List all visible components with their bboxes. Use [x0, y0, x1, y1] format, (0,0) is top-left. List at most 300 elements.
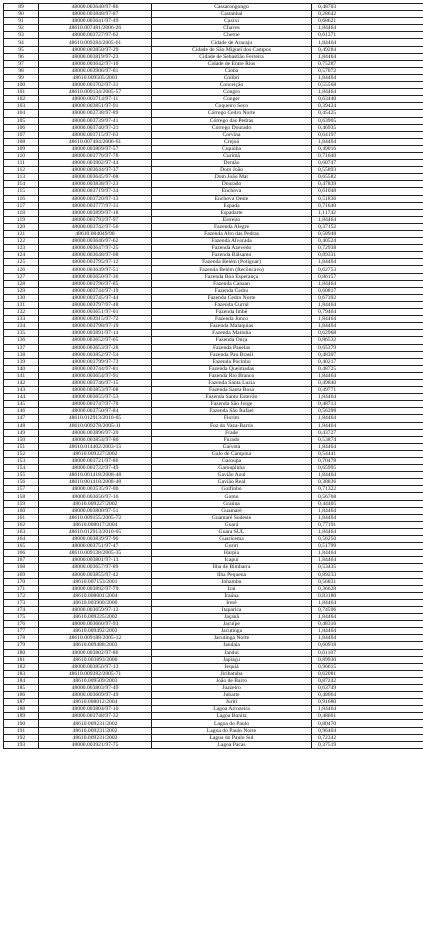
row-number-cell: 104 — [4, 110, 39, 117]
field-name-cell: Fazenda Alto das Pedras — [152, 231, 312, 238]
value-cell: 0,96615 — [312, 663, 423, 670]
value-cell: 0,96404 — [312, 727, 423, 734]
value-cell: 1,84464 — [312, 259, 423, 266]
field-name-cell: Harpia — [152, 550, 312, 557]
row-number-cell: 163 — [4, 528, 39, 535]
table-row — [4, 124, 423, 131]
row-number-cell: 137 — [4, 344, 39, 351]
value-cell: 0,53874 — [312, 436, 423, 443]
row-number-cell: 172 — [4, 592, 39, 599]
value-cell: 0,55568 — [312, 82, 423, 89]
field-name-cell: Dourado — [152, 181, 312, 188]
field-name-cell: Guaricema — [152, 536, 312, 543]
process-number-cell: 48000.003702/97-31 — [39, 82, 152, 89]
table-row — [4, 493, 423, 500]
process-number-cell: 48000.003720/97-13 — [39, 195, 152, 202]
process-number-cell: 48000.003714/97-11 — [39, 96, 152, 103]
field-name-cell: Caxixi — [152, 18, 312, 25]
process-number-cell: 48000.003660/97-93 — [39, 621, 152, 628]
process-number-cell: 48000.003656/97-16 — [39, 493, 152, 500]
process-number-cell: 48000.003850/97-29 — [39, 46, 152, 53]
field-name-cell: Jequiá — [152, 663, 312, 670]
table-row — [4, 692, 423, 699]
table-row — [4, 458, 423, 465]
row-number-cell: 176 — [4, 621, 39, 628]
row-number-cell: 105 — [4, 117, 39, 124]
row-number-cell: 100 — [4, 82, 39, 89]
value-cell: 0,56768 — [312, 493, 423, 500]
table-row — [4, 564, 423, 571]
field-name-cell: Fazenda Santa Rosa — [152, 387, 312, 394]
field-name-cell: Garoupa — [152, 458, 312, 465]
field-name-cell: Jubarte — [152, 692, 312, 699]
value-cell: 1,84464 — [312, 216, 423, 223]
value-cell: 0,60747 — [312, 160, 423, 167]
field-name-cell: Ilha de Bimbarra — [152, 564, 312, 571]
field-name-cell: Fazenda Canaan — [152, 280, 312, 287]
process-number-cell: 48610.009231/2002 — [39, 734, 152, 741]
process-number-cell: 48000.003851/97-91 — [39, 103, 152, 110]
value-cell: 0,51799 — [312, 543, 423, 550]
row-number-cell: 115 — [4, 188, 39, 195]
field-name-cell: Gavião Azul — [152, 472, 312, 479]
table-row — [4, 713, 423, 720]
process-number-cell: 48000.003795/97-12 — [39, 259, 152, 266]
table-row — [4, 507, 423, 514]
row-number-cell: 98 — [4, 67, 39, 74]
table-row — [4, 536, 423, 543]
row-number-cell: 142 — [4, 379, 39, 386]
value-cell: 0,61048 — [312, 188, 423, 195]
field-name-cell: João de Barro — [152, 677, 312, 684]
value-cell: 0,48725 — [312, 365, 423, 372]
table-row — [4, 145, 423, 152]
process-number-cell: 48000.003719/97-34 — [39, 188, 152, 195]
process-number-cell: 48610.009227/2002 — [39, 450, 152, 457]
value-cell: 1,84464 — [312, 472, 423, 479]
table-row — [4, 677, 423, 684]
value-cell: 0,48713 — [312, 401, 423, 408]
value-cell: 0,54441 — [312, 450, 423, 457]
value-cell: 0,65582 — [312, 174, 423, 181]
field-name-cell: Córrego Cedro Norte — [152, 110, 312, 117]
row-number-cell: 136 — [4, 337, 39, 344]
value-cell: 0,75287 — [312, 60, 423, 67]
table-row — [4, 323, 423, 330]
row-number-cell: 116 — [4, 195, 39, 202]
table-row — [4, 706, 423, 713]
table-row — [4, 479, 423, 486]
row-number-cell: 148 — [4, 422, 39, 429]
row-number-cell: 125 — [4, 259, 39, 266]
value-cell: 0,46935 — [312, 124, 423, 131]
field-name-cell: Espadarte — [152, 209, 312, 216]
process-number-cell: 48000.003739/97-41 — [39, 117, 152, 124]
table-row — [4, 422, 423, 429]
process-number-cell: 48000.003652/97-65 — [39, 337, 152, 344]
table-row — [4, 301, 423, 308]
value-cell: 0,38836 — [312, 479, 423, 486]
table-row — [4, 238, 423, 245]
field-name-cell: Fazenda Santo Estevão — [152, 394, 312, 401]
fields-table — [3, 3, 423, 749]
row-number-cell: 166 — [4, 550, 39, 557]
process-number-cell: 48610.012913/2010-05 — [39, 415, 152, 422]
table-row — [4, 32, 423, 39]
row-number-cell: 146 — [4, 408, 39, 415]
table-row — [4, 294, 423, 301]
process-number-cell: 48610.007481/2006-26 — [39, 25, 152, 32]
field-name-cell: Garoupinha — [152, 465, 312, 472]
row-number-cell: 122 — [4, 238, 39, 245]
value-cell: 0,48307 — [312, 351, 423, 358]
row-number-cell: 133 — [4, 316, 39, 323]
field-name-cell: Fazenda Onça — [152, 337, 312, 344]
table-row — [4, 592, 423, 599]
field-name-cell: Fazenda Curral — [152, 301, 312, 308]
process-number-cell: 48000.003641/97-49 — [39, 18, 152, 25]
table-row — [4, 245, 423, 252]
field-name-cell: Conger — [152, 96, 312, 103]
process-number-cell: 48000.003742/97-56 — [39, 223, 152, 230]
process-number-cell: 48000.003802/97-86 — [39, 649, 152, 656]
table-row — [4, 387, 423, 394]
process-number-cell: 48000.003649/97-51 — [39, 266, 152, 273]
process-number-cell: 48000.003655/97-53 — [39, 394, 152, 401]
value-cell: 1,84464 — [312, 25, 423, 32]
row-number-cell: 140 — [4, 365, 39, 372]
row-number-cell: 156 — [4, 479, 39, 486]
table-row — [4, 656, 423, 663]
row-number-cell: 108 — [4, 138, 39, 145]
row-number-cell: 179 — [4, 642, 39, 649]
table-row — [4, 316, 423, 323]
field-name-cell: Jacuípe — [152, 621, 312, 628]
field-name-cell: Cidade de Sebastião Ferreira — [152, 53, 312, 60]
row-number-cell: 91 — [4, 18, 39, 25]
table-row — [4, 436, 423, 443]
row-number-cell: 150 — [4, 436, 39, 443]
value-cell: 1,84464 — [312, 599, 423, 606]
process-number-cell: 48610.003900/2000 — [39, 599, 152, 606]
row-number-cell: 109 — [4, 145, 39, 152]
value-cell: 0,49016 — [312, 145, 423, 152]
field-name-cell: Inhambu — [152, 578, 312, 585]
value-cell: 1,84464 — [312, 628, 423, 635]
process-number-cell: 48610.009282/2005-71 — [39, 670, 152, 677]
table-row — [4, 39, 423, 46]
row-number-cell: 165 — [4, 543, 39, 550]
process-number-cell: 48000.003804/97-10 — [39, 706, 152, 713]
table-row — [4, 727, 423, 734]
value-cell: 0,70478 — [312, 458, 423, 465]
value-cell: 0,89331 — [312, 252, 423, 259]
value-cell: 0,48661 — [312, 713, 423, 720]
process-number-cell: 48000.003803/97-49 — [39, 685, 152, 692]
row-number-cell: 168 — [4, 564, 39, 571]
value-cell: 0,83180 — [312, 592, 423, 599]
field-name-cell: Golfinho — [152, 486, 312, 493]
table-row — [4, 365, 423, 372]
row-number-cell: 186 — [4, 692, 39, 699]
field-name-cell: Florim — [152, 415, 312, 422]
field-name-cell: Gomo — [152, 493, 312, 500]
value-cell: 1,84464 — [312, 74, 423, 81]
process-number-cell: 48610.009284/2005-61 — [39, 39, 152, 46]
field-name-cell: Conceição — [152, 82, 312, 89]
table-row — [4, 472, 423, 479]
table-row — [4, 599, 423, 606]
field-name-cell: Cidade de Aracaju — [152, 39, 312, 46]
field-name-cell: Jandaia — [152, 642, 312, 649]
field-name-cell: Fazenda Boa Esperança — [152, 273, 312, 280]
process-number-cell: 48610.009231/2002 — [39, 727, 152, 734]
process-number-cell: 48000.003669/97-49 — [39, 692, 152, 699]
row-number-cell: 152 — [4, 450, 39, 457]
table-row — [4, 720, 423, 727]
field-name-cell: Dom João Mar — [152, 174, 312, 181]
row-number-cell: 164 — [4, 536, 39, 543]
value-cell: 0,89233 — [312, 571, 423, 578]
value-cell: 1,84464 — [312, 635, 423, 642]
field-name-cell: Icapuí — [152, 557, 312, 564]
value-cell: 0,28642 — [312, 11, 423, 18]
table-row — [4, 330, 423, 337]
row-number-cell: 89 — [4, 4, 39, 11]
row-number-cell: 188 — [4, 706, 39, 713]
table-row — [4, 160, 423, 167]
table-row — [4, 82, 423, 89]
value-cell: 0,49284 — [312, 46, 423, 53]
value-cell: 0,48316 — [312, 621, 423, 628]
table-row — [4, 521, 423, 528]
field-name-cell: Fazenda Matinha — [152, 330, 312, 337]
value-cell: 0,77191 — [312, 521, 423, 528]
field-name-cell: Fazenda Belém (Potiguar) — [152, 259, 312, 266]
table-row — [4, 500, 423, 507]
table-row — [4, 557, 423, 564]
process-number-cell: 48000.003727/97-62 — [39, 32, 152, 39]
row-number-cell: 95 — [4, 46, 39, 53]
value-cell: 0,64197 — [312, 131, 423, 138]
field-name-cell: Graúna — [152, 500, 312, 507]
value-cell: 0,44405 — [312, 500, 423, 507]
table-row — [4, 181, 423, 188]
value-cell: 0,74596 — [312, 606, 423, 613]
value-cell: 1,84464 — [312, 89, 423, 96]
field-name-cell: Enchova Oeste — [152, 195, 312, 202]
table-row — [4, 514, 423, 521]
value-cell: 1,11742 — [312, 209, 423, 216]
row-number-cell: 154 — [4, 465, 39, 472]
value-cell: 1,84464 — [312, 514, 423, 521]
row-number-cell: 97 — [4, 60, 39, 67]
field-name-cell: Lagoa do Paulo Norte — [152, 727, 312, 734]
row-number-cell: 117 — [4, 202, 39, 209]
value-cell: 1,84464 — [312, 557, 423, 564]
value-cell: 0,60918 — [312, 642, 423, 649]
field-name-cell: Fazenda Pocinho — [152, 358, 312, 365]
process-number-cell: 48000.003853/97-08 — [39, 387, 152, 394]
table-row — [4, 18, 423, 25]
row-number-cell: 90 — [4, 11, 39, 18]
field-name-cell: Colibri — [152, 74, 312, 81]
value-cell: 1,84464 — [312, 507, 423, 514]
field-name-cell: Guamaré — [152, 507, 312, 514]
row-number-cell: 153 — [4, 458, 39, 465]
field-name-cell: Fazenda Bálsamo — [152, 252, 312, 259]
field-name-cell: Fazenda Junco — [152, 316, 312, 323]
process-number-cell: 48610.009509/2003 — [39, 677, 152, 684]
table-row — [4, 734, 423, 741]
process-number-cell: 48610.004049/98 — [39, 231, 152, 238]
field-name-cell: Gaivota — [152, 443, 312, 450]
field-name-cell: Frade — [152, 429, 312, 436]
value-cell: 0,71640 — [312, 202, 423, 209]
table-row — [4, 550, 423, 557]
table-row — [4, 131, 423, 138]
process-number-cell: 48000.003646/97-62 — [39, 238, 152, 245]
field-name-cell: Gavião Real — [152, 479, 312, 486]
process-number-cell: 48610.014402/2003-15 — [39, 443, 152, 450]
field-name-cell: Dom João — [152, 167, 312, 174]
row-number-cell: 177 — [4, 628, 39, 635]
process-number-cell: 48610.012913/2010-05 — [39, 528, 152, 535]
value-cell: 0,53435 — [312, 564, 423, 571]
field-name-cell: Lagoa do Paulo Sul — [152, 734, 312, 741]
value-cell: 0,61107 — [312, 649, 423, 656]
value-cell: 0,91680 — [312, 699, 423, 706]
row-number-cell: 151 — [4, 443, 39, 450]
table-row — [4, 273, 423, 280]
table-row — [4, 358, 423, 365]
table-row — [4, 486, 423, 493]
value-cell: 0,87242 — [312, 677, 423, 684]
process-number-cell: 48000.003744/97-81 — [39, 365, 152, 372]
process-number-cell: 48610.009155/2005-72 — [39, 514, 152, 521]
field-name-cell: Fazenda Alegre — [152, 223, 312, 230]
table-row — [4, 621, 423, 628]
table-row — [4, 699, 423, 706]
field-name-cell: Fazenda São Jorge — [152, 401, 312, 408]
row-number-cell: 128 — [4, 280, 39, 287]
row-number-cell: 96 — [4, 53, 39, 60]
process-number-cell: 48000.003838/97-23 — [39, 181, 152, 188]
value-cell: 1,84464 — [312, 280, 423, 287]
table-row — [4, 25, 423, 32]
process-number-cell: 48000.003856/97-13 — [39, 663, 152, 670]
field-name-cell: Irerê — [152, 599, 312, 606]
row-number-cell: 135 — [4, 330, 39, 337]
value-cell: 1,84464 — [312, 39, 423, 46]
value-cell: 0,63440 — [312, 96, 423, 103]
field-name-cell: Fazenda Malaquias — [152, 323, 312, 330]
process-number-cell: 48000.003644/97-37 — [39, 167, 152, 174]
field-name-cell: Cassarongongo — [152, 4, 312, 11]
row-number-cell: 147 — [4, 415, 39, 422]
table-row — [4, 174, 423, 181]
process-number-cell: 48610.007153/2001 — [39, 578, 152, 585]
row-number-cell: 93 — [4, 32, 39, 39]
process-number-cell: 48000.003798/97-19 — [39, 323, 152, 330]
value-cell: 1,84464 — [312, 394, 423, 401]
value-cell: 1,84464 — [312, 372, 423, 379]
row-number-cell: 102 — [4, 96, 39, 103]
process-number-cell: 48610.009231/2002 — [39, 720, 152, 727]
process-number-cell: 48000.003744/97-19 — [39, 287, 152, 294]
table-row — [4, 209, 423, 216]
row-number-cell: 169 — [4, 571, 39, 578]
row-number-cell: 129 — [4, 287, 39, 294]
value-cell: 0,37519 — [312, 741, 423, 748]
process-number-cell: 48000.003793/97-97 — [39, 216, 152, 223]
process-number-cell: 48610.009138/2005-35 — [39, 550, 152, 557]
process-number-cell: 48610.009227/2002 — [39, 500, 152, 507]
process-number-cell: 48000.003915/97-72 — [39, 316, 152, 323]
value-cell: 0,45425 — [312, 110, 423, 117]
process-number-cell: 48000.003800/97-51 — [39, 507, 152, 514]
process-number-cell: 48610.009505/2003 — [39, 74, 152, 81]
row-number-cell: 158 — [4, 493, 39, 500]
process-number-cell: 48000.003650/97-30 — [39, 273, 152, 280]
field-name-cell: Japiaçu — [152, 656, 312, 663]
row-number-cell: 111 — [4, 160, 39, 167]
process-number-cell: 48610.009188/2005-12 — [39, 635, 152, 642]
value-cell: 1,84464 — [312, 415, 423, 422]
process-number-cell: 48610.008017/2004 — [39, 521, 152, 528]
process-number-cell: 48000.003653/97-28 — [39, 344, 152, 351]
field-name-cell: Dentão — [152, 160, 312, 167]
process-number-cell: 48000.003776/97-78 — [39, 152, 152, 159]
value-cell: 0,56398 — [312, 408, 423, 415]
field-name-cell: Chaves — [152, 25, 312, 32]
row-number-cell: 110 — [4, 152, 39, 159]
table-row — [4, 571, 423, 578]
field-name-cell: Ilha Pequena — [152, 571, 312, 578]
field-name-cell: Cidade de São Miguel dos Campos — [152, 46, 312, 53]
process-number-cell: 48000.003740/97-21 — [39, 124, 152, 131]
process-number-cell: 48000.003777/97-31 — [39, 202, 152, 209]
value-cell: 1,84464 — [312, 706, 423, 713]
field-name-cell: Guriri — [152, 543, 312, 550]
process-number-cell: 48000.003848/97-87 — [39, 11, 152, 18]
field-name-cell: Fazenda Belém (Recôncavo) — [152, 266, 312, 273]
value-cell: 0,65995 — [312, 465, 423, 472]
table-row — [4, 195, 423, 202]
value-cell: 0,67392 — [312, 294, 423, 301]
field-name-cell: Cidade de Entre Rios — [152, 60, 312, 67]
value-cell: 0,47839 — [312, 181, 423, 188]
row-number-cell: 160 — [4, 507, 39, 514]
row-number-cell: 121 — [4, 231, 39, 238]
field-name-cell: Fazenda Imbé — [152, 309, 312, 316]
value-cell: 0,51836 — [312, 195, 423, 202]
value-cell: 1,84464 — [312, 301, 423, 308]
row-number-cell: 161 — [4, 514, 39, 521]
table-row — [4, 443, 423, 450]
field-name-cell: Corvina — [152, 131, 312, 138]
field-name-cell: Cherne — [152, 32, 312, 39]
row-number-cell: 113 — [4, 174, 39, 181]
process-number-cell: 48000.003645/97-08 — [39, 174, 152, 181]
row-number-cell: 174 — [4, 606, 39, 613]
row-number-cell: 138 — [4, 351, 39, 358]
value-cell: 0,57072 — [312, 67, 423, 74]
table-row — [4, 138, 423, 145]
row-number-cell: 167 — [4, 557, 39, 564]
row-number-cell: 94 — [4, 39, 39, 46]
table-row — [4, 741, 423, 748]
